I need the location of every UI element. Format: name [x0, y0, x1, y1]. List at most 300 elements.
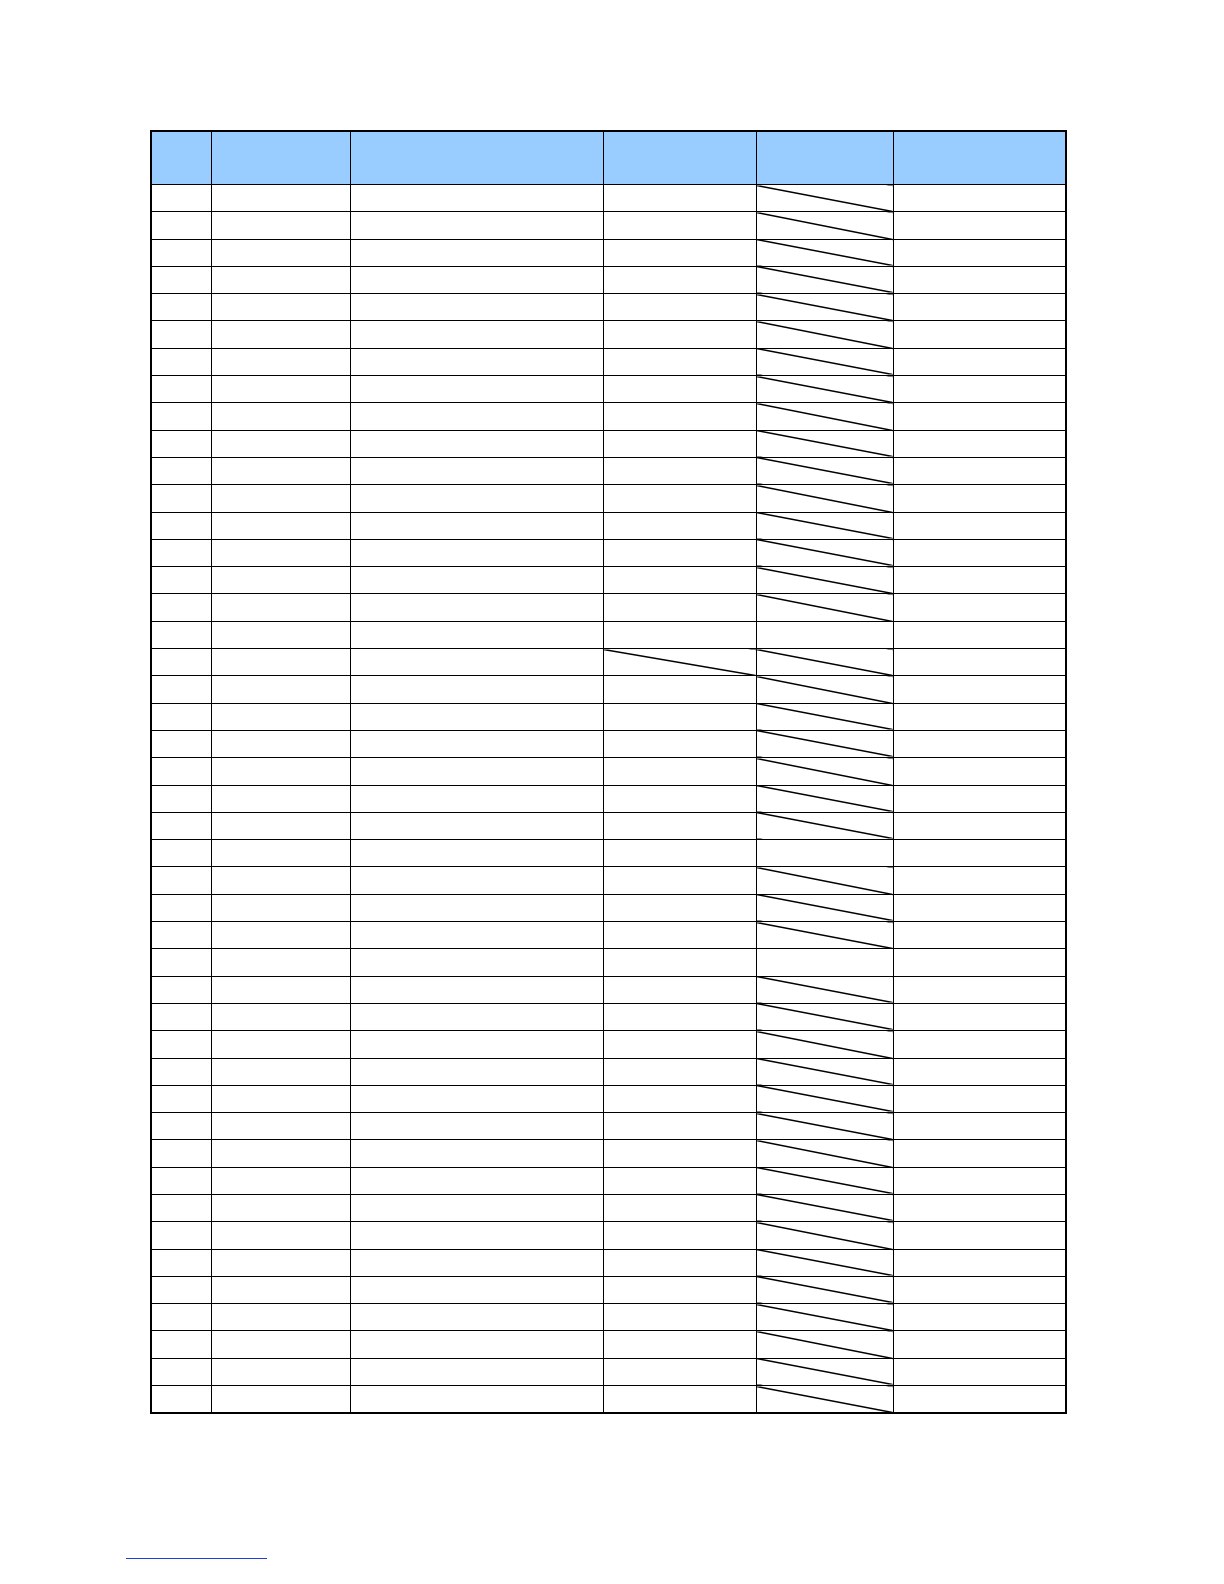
- diagonal-slash-cell: [756, 266, 893, 293]
- diagonal-slash-cell: [756, 1194, 893, 1221]
- table-cell: [151, 567, 211, 594]
- table-cell: [151, 976, 211, 1003]
- diagonal-slash-cell: [756, 1031, 893, 1058]
- diagonal-slash-cell: [756, 1222, 893, 1249]
- table-row: [151, 185, 1066, 212]
- table-cell: [603, 185, 756, 212]
- table-row: [151, 403, 1066, 430]
- table-cell: [893, 1249, 1066, 1276]
- table-cell: [350, 703, 603, 730]
- table-row: [151, 840, 1066, 867]
- table-row: [151, 1113, 1066, 1140]
- diagonal-slash-cell: [756, 758, 893, 785]
- table-cell: [893, 1031, 1066, 1058]
- table-row: [151, 1003, 1066, 1030]
- table-cell: [603, 1167, 756, 1194]
- table-row: [151, 1358, 1066, 1385]
- table-cell: [350, 1222, 603, 1249]
- table-cell: [151, 403, 211, 430]
- table-row: [151, 539, 1066, 566]
- table-cell: [151, 1140, 211, 1167]
- table-cell: [211, 1085, 350, 1112]
- table-row: [151, 894, 1066, 921]
- table-cell: [151, 430, 211, 457]
- table-cell: [211, 294, 350, 321]
- table-cell: [603, 539, 756, 566]
- table-cell: [350, 1167, 603, 1194]
- table-cell: [893, 212, 1066, 239]
- table-cell: [211, 512, 350, 539]
- table-cell: [893, 621, 1066, 648]
- table-cell: [603, 485, 756, 512]
- table-cell: [350, 594, 603, 621]
- table-cell: [151, 812, 211, 839]
- table-cell: [893, 430, 1066, 457]
- table-cell: [151, 840, 211, 867]
- table-cell: [211, 567, 350, 594]
- table-row: [151, 1222, 1066, 1249]
- header-cell-2: [211, 131, 350, 185]
- table-cell: [603, 758, 756, 785]
- diagonal-slash-cell: [756, 703, 893, 730]
- table-row: [151, 430, 1066, 457]
- table-row: [151, 758, 1066, 785]
- table-cell: [603, 376, 756, 403]
- table-cell: [603, 266, 756, 293]
- table-cell: [893, 649, 1066, 676]
- table-cell: [350, 1358, 603, 1385]
- table-cell: [603, 1194, 756, 1221]
- table-cell: [350, 567, 603, 594]
- diagonal-slash-cell: [756, 1113, 893, 1140]
- table-cell: [211, 812, 350, 839]
- table-cell: [603, 1222, 756, 1249]
- table-row: [151, 321, 1066, 348]
- table-cell: [151, 1003, 211, 1030]
- table-cell: [151, 376, 211, 403]
- table-cell: [350, 1058, 603, 1085]
- table-cell: [151, 867, 211, 894]
- table-cell: [211, 976, 350, 1003]
- data-table: [150, 130, 1067, 1414]
- table-row: [151, 376, 1066, 403]
- table-cell: [893, 1386, 1066, 1414]
- table-cell: [350, 785, 603, 812]
- table-cell: [211, 239, 350, 266]
- table-cell: [350, 1331, 603, 1358]
- table-cell: [603, 1058, 756, 1085]
- table-cell: [350, 676, 603, 703]
- table-cell: [893, 703, 1066, 730]
- table-cell: [211, 1113, 350, 1140]
- table-cell: [756, 949, 893, 976]
- table-cell: [350, 1194, 603, 1221]
- table-cell: [603, 703, 756, 730]
- table-cell: [603, 430, 756, 457]
- table-row: [151, 949, 1066, 976]
- table-cell: [350, 212, 603, 239]
- table-cell: [151, 1085, 211, 1112]
- table-cell: [350, 1113, 603, 1140]
- table-cell: [893, 812, 1066, 839]
- table-cell: [151, 1222, 211, 1249]
- diagonal-slash-cell: [756, 1276, 893, 1303]
- table-cell: [603, 512, 756, 539]
- table-cell: [151, 1276, 211, 1303]
- table-cell: [151, 485, 211, 512]
- table-row: [151, 457, 1066, 484]
- table-cell: [893, 185, 1066, 212]
- table-cell: [211, 185, 350, 212]
- table-cell: [893, 1140, 1066, 1167]
- table-cell: [603, 812, 756, 839]
- table-cell: [151, 457, 211, 484]
- table-cell: [350, 348, 603, 375]
- table-cell: [211, 840, 350, 867]
- table-cell: [893, 867, 1066, 894]
- table-cell: [151, 185, 211, 212]
- diagonal-slash-cell: [756, 376, 893, 403]
- table-cell: [893, 403, 1066, 430]
- table-cell: [893, 512, 1066, 539]
- table-cell: [350, 1386, 603, 1414]
- table-cell: [211, 1222, 350, 1249]
- table-cell: [603, 321, 756, 348]
- table-cell: [151, 676, 211, 703]
- table-cell: [893, 1167, 1066, 1194]
- table-cell: [211, 1031, 350, 1058]
- diagonal-slash-cell: [756, 1058, 893, 1085]
- table-cell: [350, 867, 603, 894]
- table-cell: [211, 539, 350, 566]
- table-cell: [603, 676, 756, 703]
- table-cell: [350, 321, 603, 348]
- table-cell: [211, 594, 350, 621]
- table-row: [151, 1058, 1066, 1085]
- table-cell: [151, 1113, 211, 1140]
- table-cell: [151, 1304, 211, 1331]
- table-cell: [350, 1140, 603, 1167]
- table-cell: [211, 922, 350, 949]
- diagonal-slash-cell: [756, 1358, 893, 1385]
- table-cell: [350, 1085, 603, 1112]
- table-cell: [893, 949, 1066, 976]
- table-cell: [603, 457, 756, 484]
- table-cell: [603, 567, 756, 594]
- table-cell: [211, 785, 350, 812]
- header-cell-4: [603, 131, 756, 185]
- table-cell: [350, 430, 603, 457]
- diagonal-slash-cell: [756, 512, 893, 539]
- table-cell: [350, 485, 603, 512]
- table-cell: [211, 1194, 350, 1221]
- diagonal-slash-cell: [756, 430, 893, 457]
- table-cell: [603, 348, 756, 375]
- table-cell: [603, 867, 756, 894]
- table-cell: [603, 1386, 756, 1414]
- table-cell: [211, 1140, 350, 1167]
- table-cell: [893, 976, 1066, 1003]
- table-cell: [893, 1194, 1066, 1221]
- table-cell: [893, 1358, 1066, 1385]
- table-cell: [350, 922, 603, 949]
- table-cell: [151, 594, 211, 621]
- diagonal-slash-cell: [756, 894, 893, 921]
- table-cell: [211, 403, 350, 430]
- table-cell: [350, 266, 603, 293]
- table-cell: [211, 1386, 350, 1414]
- diagonal-slash-cell: [756, 239, 893, 266]
- diagonal-slash-cell: [756, 485, 893, 512]
- table-cell: [211, 1249, 350, 1276]
- header-cell-3: [350, 131, 603, 185]
- table-cell: [603, 294, 756, 321]
- table-row: [151, 1167, 1066, 1194]
- table-cell: [151, 730, 211, 757]
- table-cell: [893, 1085, 1066, 1112]
- table-cell: [151, 239, 211, 266]
- table-cell: [350, 730, 603, 757]
- table-cell: [211, 457, 350, 484]
- table-cell: [603, 1249, 756, 1276]
- table-cell: [211, 949, 350, 976]
- table-cell: [893, 594, 1066, 621]
- diagonal-slash-cell: [756, 1331, 893, 1358]
- table-cell: [893, 567, 1066, 594]
- diagonal-slash-cell: [756, 594, 893, 621]
- table-cell: [893, 1222, 1066, 1249]
- diagonal-slash-cell: [756, 867, 893, 894]
- table-cell: [151, 785, 211, 812]
- table-cell: [603, 922, 756, 949]
- table-cell: [151, 266, 211, 293]
- table-cell: [211, 1058, 350, 1085]
- table-cell: [211, 703, 350, 730]
- table-cell: [211, 867, 350, 894]
- table-cell: [603, 1276, 756, 1303]
- diagonal-slash-cell: [756, 1304, 893, 1331]
- table-row: [151, 1140, 1066, 1167]
- table-row: [151, 922, 1066, 949]
- table-cell: [350, 840, 603, 867]
- table-cell: [211, 1276, 350, 1303]
- table-cell: [350, 457, 603, 484]
- diagonal-slash-cell: [756, 348, 893, 375]
- table-cell: [211, 1003, 350, 1030]
- table-row: [151, 621, 1066, 648]
- table-row: [151, 676, 1066, 703]
- table-cell: [603, 621, 756, 648]
- table-cell: [350, 758, 603, 785]
- table-cell: [350, 403, 603, 430]
- table-row: [151, 976, 1066, 1003]
- table-cell: [151, 1249, 211, 1276]
- table-cell: [603, 239, 756, 266]
- diagonal-slash-cell: [603, 649, 756, 676]
- footnote-separator: [126, 1558, 267, 1559]
- diagonal-slash-cell: [756, 403, 893, 430]
- table-cell: [211, 376, 350, 403]
- table-cell: [151, 894, 211, 921]
- table-row: [151, 785, 1066, 812]
- table-row: [151, 812, 1066, 839]
- table-cell: [350, 812, 603, 839]
- table-cell: [603, 1031, 756, 1058]
- table-cell: [211, 1358, 350, 1385]
- table-cell: [151, 539, 211, 566]
- table-cell: [151, 1058, 211, 1085]
- table-cell: [603, 894, 756, 921]
- table-cell: [151, 512, 211, 539]
- table-row: [151, 730, 1066, 757]
- table-row: [151, 1331, 1066, 1358]
- table-cell: [893, 894, 1066, 921]
- diagonal-slash-cell: [756, 457, 893, 484]
- table-cell: [151, 348, 211, 375]
- table-row: [151, 649, 1066, 676]
- table-cell: [893, 1331, 1066, 1358]
- table-row: [151, 1085, 1066, 1112]
- table-cell: [350, 976, 603, 1003]
- table-cell: [893, 294, 1066, 321]
- table-cell: [350, 949, 603, 976]
- diagonal-slash-cell: [756, 649, 893, 676]
- table-cell: [756, 840, 893, 867]
- table-cell: [211, 1331, 350, 1358]
- table-cell: [151, 294, 211, 321]
- table-row: [151, 239, 1066, 266]
- table-cell: [603, 730, 756, 757]
- diagonal-slash-cell: [756, 730, 893, 757]
- table-cell: [151, 1167, 211, 1194]
- diagonal-slash-cell: [756, 1386, 893, 1414]
- table-row: [151, 512, 1066, 539]
- table-cell: [893, 1276, 1066, 1303]
- table-cell: [151, 649, 211, 676]
- table-cell: [603, 212, 756, 239]
- table-cell: [211, 1304, 350, 1331]
- table-cell: [211, 485, 350, 512]
- table-cell: [350, 239, 603, 266]
- table-cell: [151, 949, 211, 976]
- table-cell: [603, 1304, 756, 1331]
- table-cell: [893, 266, 1066, 293]
- table-cell: [893, 1113, 1066, 1140]
- table-cell: [603, 976, 756, 1003]
- diagonal-slash-cell: [756, 1003, 893, 1030]
- table-cell: [151, 1331, 211, 1358]
- table-cell: [350, 1003, 603, 1030]
- diagonal-slash-cell: [756, 812, 893, 839]
- table-cell: [756, 621, 893, 648]
- diagonal-slash-cell: [756, 922, 893, 949]
- table-cell: [893, 376, 1066, 403]
- table-cell: [151, 758, 211, 785]
- diagonal-slash-cell: [756, 294, 893, 321]
- table-cell: [893, 922, 1066, 949]
- diagonal-slash-cell: [756, 212, 893, 239]
- table-cell: [211, 758, 350, 785]
- diagonal-slash-cell: [756, 1167, 893, 1194]
- table-cell: [211, 430, 350, 457]
- table-cell: [350, 1276, 603, 1303]
- table-cell: [893, 239, 1066, 266]
- table-cell: [350, 376, 603, 403]
- header-cell-1: [151, 131, 211, 185]
- table-row: [151, 266, 1066, 293]
- table-cell: [893, 758, 1066, 785]
- table-cell: [893, 348, 1066, 375]
- table-cell: [211, 676, 350, 703]
- table-cell: [211, 266, 350, 293]
- table-row: [151, 594, 1066, 621]
- table-cell: [603, 785, 756, 812]
- table-cell: [211, 894, 350, 921]
- diagonal-slash-cell: [756, 1140, 893, 1167]
- table-row: [151, 212, 1066, 239]
- table-cell: [211, 1167, 350, 1194]
- table-cell: [350, 1031, 603, 1058]
- table-row: [151, 867, 1066, 894]
- table-row: [151, 1386, 1066, 1414]
- table-header-row: [151, 131, 1066, 185]
- table-cell: [603, 949, 756, 976]
- table-cell: [350, 512, 603, 539]
- table-cell: [211, 621, 350, 648]
- table-row: [151, 1031, 1066, 1058]
- table-cell: [603, 594, 756, 621]
- table-cell: [603, 1140, 756, 1167]
- table-cell: [151, 922, 211, 949]
- table-cell: [151, 1031, 211, 1058]
- table-cell: [350, 1304, 603, 1331]
- diagonal-slash-cell: [756, 976, 893, 1003]
- diagonal-slash-cell: [756, 321, 893, 348]
- diagonal-slash-cell: [756, 676, 893, 703]
- table-cell: [211, 348, 350, 375]
- table-cell: [211, 649, 350, 676]
- table-row: [151, 294, 1066, 321]
- table-row: [151, 1304, 1066, 1331]
- table-cell: [603, 1003, 756, 1030]
- table-cell: [893, 730, 1066, 757]
- table-cell: [211, 321, 350, 348]
- header-cell-6: [893, 131, 1066, 185]
- diagonal-slash-cell: [756, 567, 893, 594]
- table-row: [151, 485, 1066, 512]
- table-cell: [350, 894, 603, 921]
- table-row: [151, 1249, 1066, 1276]
- table-row: [151, 567, 1066, 594]
- table-row: [151, 348, 1066, 375]
- table-cell: [350, 621, 603, 648]
- table-cell: [151, 703, 211, 730]
- table-cell: [211, 212, 350, 239]
- table-cell: [893, 485, 1066, 512]
- table-cell: [893, 1304, 1066, 1331]
- table-cell: [151, 1386, 211, 1414]
- table-cell: [893, 457, 1066, 484]
- table-cell: [151, 621, 211, 648]
- table-cell: [893, 676, 1066, 703]
- table-cell: [893, 1058, 1066, 1085]
- table-cell: [603, 1358, 756, 1385]
- table-cell: [603, 1331, 756, 1358]
- table-cell: [151, 1194, 211, 1221]
- diagonal-slash-cell: [756, 785, 893, 812]
- table-cell: [151, 321, 211, 348]
- table-cell: [350, 539, 603, 566]
